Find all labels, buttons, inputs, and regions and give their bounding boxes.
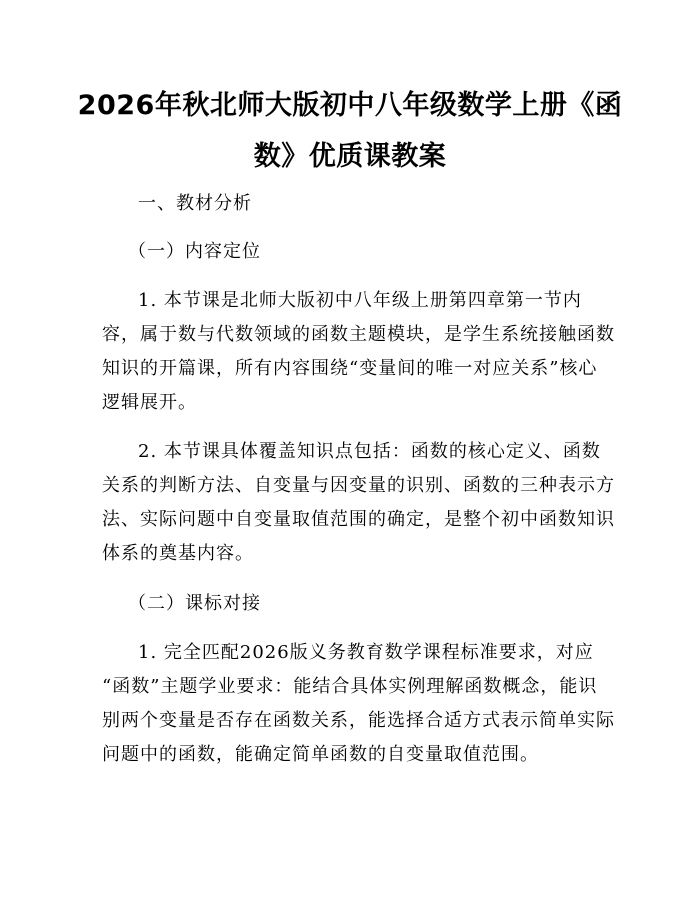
document-title-line-2: 数》优质课教案 [253, 141, 447, 172]
document-title-line-1: 2026年秋北师大版初中八年级数学上册《函 [77, 90, 623, 121]
paragraph-2-line-3: 法、实际问题中自变量取值范围的确定，是整个初中函数知识 [102, 509, 615, 530]
paragraph-2-line-1: 2. 本节课具体覆盖知识点包括：函数的核心定义、函数 [138, 441, 601, 462]
paragraph-3-line-4: 问题中的函数，能确定简单函数的自变量取值范围。 [102, 744, 539, 765]
paragraph-1-line-4: 逻辑展开。 [102, 392, 197, 413]
paragraph-1-line-1: 1. 本节课是北师大版初中八年级上册第四章第一节内 [138, 290, 582, 311]
paragraph-3-line-3: 别两个变量是否存在函数关系，能选择合适方式表示简单实际 [102, 710, 615, 731]
paragraph-1-line-3: 知识的开篇课，所有内容围绕“变量间的唯一对应关系”核心 [102, 358, 598, 379]
paragraph-2-line-2: 关系的判断方法、自变量与因变量的识别、函数的三种表示方 [102, 475, 615, 496]
paragraph-3-line-1: 1. 完全匹配2026版义务教育数学课程标准要求，对应 [138, 642, 594, 663]
subsection-heading-curriculum-alignment: （二）课标对接 [128, 593, 261, 614]
paragraph-3-line-2: “函数”主题学业要求：能结合具体实例理解函数概念，能识 [102, 676, 598, 697]
subsection-heading-content-position: （一）内容定位 [128, 241, 261, 262]
paragraph-1-line-2: 容，属于数与代数领域的函数主题模块，是学生系统接触函数 [102, 324, 615, 345]
section-heading-textbook-analysis: 一、教材分析 [138, 193, 252, 214]
paragraph-2-line-4: 体系的奠基内容。 [102, 543, 254, 564]
